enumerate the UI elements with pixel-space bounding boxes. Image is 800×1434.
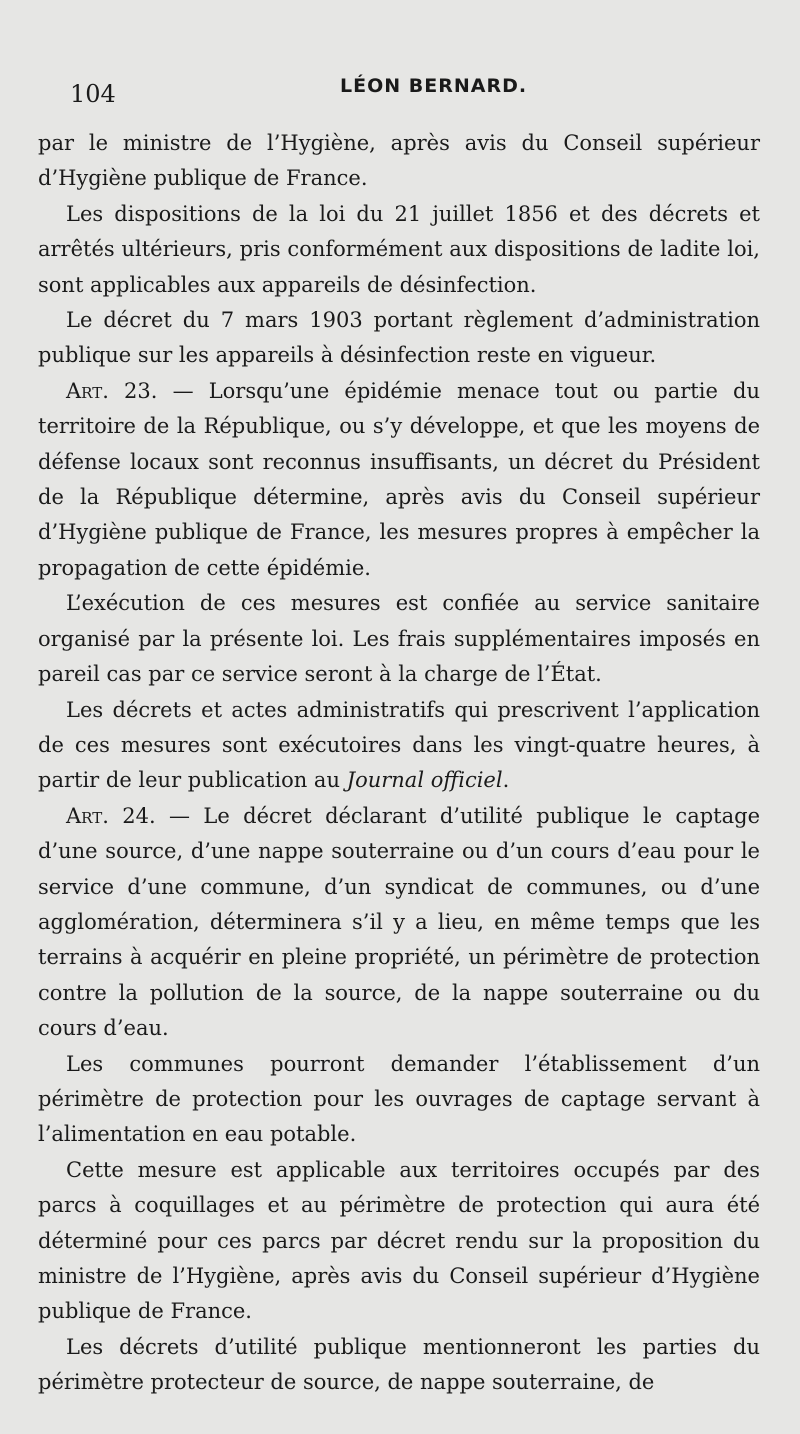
article-paragraph [38,374,760,586]
running-head: LÉON BERNARD. [340,75,528,97]
paragraph [38,1330,760,1401]
paragraph-text: — Le décret déclarant d’utilité publique le captage d’une source, d’une nappe souterraine ou d’un cours d’eau pour le service d’une commune, d’un syndicat de communes, ou d’une agglomération, déterminera s’il y a lieu, en même temps que les terrains à acquérir en pleine propriété, un périmètre de protection contre la pollution de la source, de la nappe souterraine ou du cours d’eau. [38,803,760,1041]
paragraph-text: L’exécution de ces mesures est confiée au service sanitaire organisé par la présente loi. Les frais supplémentaires imposés en pareil cas par ce service seront à la charge de l’État. [38,591,760,687]
paragraph-text: Les décrets et actes administratifs qui prescrivent l’application de ces mesures sont exécutoires dans les vingt-quatre heures, à partir de leur publication au [38,697,760,793]
paragraph-text: — Lorsqu’une épidémie menace tout ou partie du territoire de la République, ou s’y développe, et que les moyens de défense locaux sont reconnus insuffisants, un décret du Président de la République détermine, après avis du Conseil supérieur d’Hygiène publique de France, les mesures propres à empêcher la propagation de cette épidémie. [38,378,760,580]
paragraph-text: Cette mesure est applicable aux territoires occupés par des parcs à coquillages et au périmètre de protection qui aura été déterminé pour ces parcs par décret rendu sur la proposition du ministre de l’Hygiène, après avis du Conseil supérieur d’Hygiène publique de France. [38,1157,760,1324]
paragraph-text-end: . [502,768,510,793]
paragraph [38,126,760,197]
paragraph [38,197,760,303]
paragraph-text: par le ministre de l’Hygiène, après avis du Conseil supérieur d’Hygiène publique de France. [38,131,760,191]
paragraph-text: Les décrets d’utilité publique mentionneront les parties du périmètre protecteur de source, de nappe souterraine, de [38,1334,760,1395]
page-number: 104 [70,80,116,108]
article-paragraph [38,799,760,1047]
page-header [38,0,760,126]
paragraph [38,693,760,799]
journal-title: Journal officiel [346,768,503,793]
paragraph [38,1047,760,1153]
paragraph [38,1153,760,1330]
body-text [38,126,760,1401]
paragraph-text: Les communes pourront demander l’établissement d’un périmètre de protection pour les ouvrages de captage servant à l’alimentation en eau potable. [38,1051,760,1147]
article-label: Art. 23. [66,378,158,403]
paragraph-text: Le décret du 7 mars 1903 portant règlement d’administration publique sur les appareils à désinfection reste en vigueur. [38,308,760,368]
paragraph [38,303,760,374]
paragraph-text: Les dispositions de la loi du 21 juillet 1856 et des décrets et arrêtés ultérieurs, pris conformément aux dispositions de ladite loi, sont applicables aux appareils de désinfection. [38,201,760,297]
paragraph [38,586,760,692]
article-label: Art. 24. [66,803,156,828]
